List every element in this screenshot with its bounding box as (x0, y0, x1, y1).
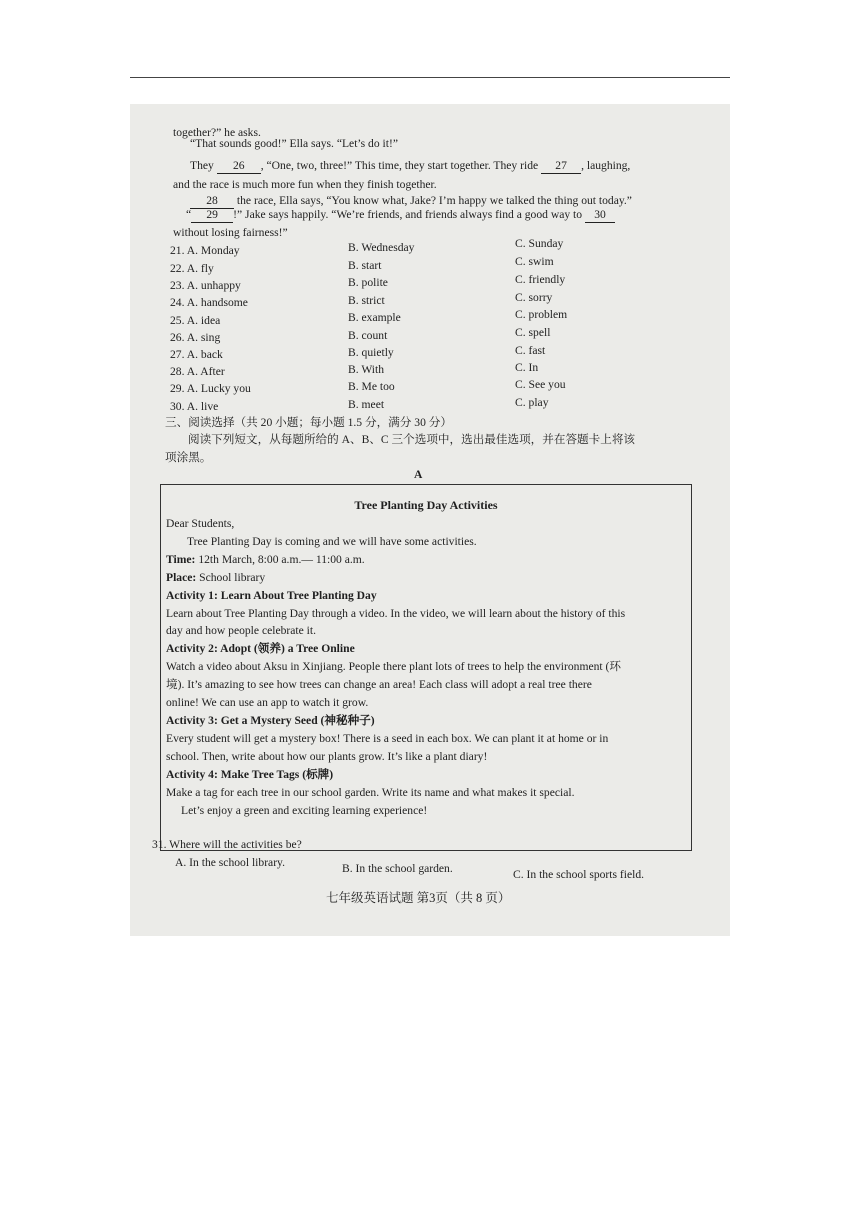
notice-intro: Tree Planting Day is coming and we will have some activities. (187, 535, 477, 548)
activity-2-text: Watch a video about Aksu in Xinjiang. People there plant lots of trees to help the environment (环 (166, 660, 621, 673)
option-c: C. play (515, 396, 549, 409)
option-b: B. polite (348, 276, 388, 289)
passage-letter: A (414, 468, 423, 481)
passage-line-4: and the race is much more fun when they finish together. (173, 178, 437, 191)
question-31-option-a: A. In the school library. (175, 856, 286, 869)
activity-4-text: Make a tag for each tree in our school garden. Write its name and what makes it special. (166, 786, 575, 799)
passage-line-3: They 26 , “One, two, three!” This time, they start together. They ride 27 , laughing, (190, 159, 631, 172)
notice-closing: Let’s enjoy a green and exciting learning experience! (181, 804, 428, 817)
option-b: B. With (348, 363, 385, 376)
question-31-option-b: B. In the school garden. (342, 862, 453, 875)
blank-29: 29 (191, 208, 233, 223)
notice-place: Place: School library (166, 571, 266, 584)
option-a: 24. A. handsome (170, 296, 248, 309)
section-heading: 三、阅读选择（共 20 小题；每小题 1.5 分，满分 30 分） (165, 416, 452, 429)
notice-greeting: Dear Students, (166, 517, 235, 530)
option-b: B. meet (348, 398, 385, 411)
notice-time: Time: 12th March, 8:00 a.m.— 11:00 a.m. (166, 553, 365, 566)
option-c: C. See you (515, 378, 566, 391)
option-c: C. fast (515, 344, 546, 357)
option-b: B. start (348, 259, 382, 272)
option-a: 29. A. Lucky you (170, 382, 251, 395)
passage-line-2: “That sounds good!” Ella says. “Let’s do it!” (190, 137, 398, 150)
activity-3-title: Activity 3: Get a Mystery Seed (神秘种子) (166, 714, 375, 727)
notice-title: Tree Planting Day Activities (354, 498, 498, 512)
exam-page-photo (130, 104, 730, 936)
option-b: B. Wednesday (348, 241, 415, 254)
option-c: C. spell (515, 326, 551, 339)
option-a: 25. A. idea (170, 314, 221, 327)
page-top-rule (130, 77, 730, 78)
notice-box (160, 484, 692, 851)
passage-line-1: together?” he asks. (173, 126, 261, 139)
blank-26: 26 (217, 159, 261, 174)
page-footer: 七年级英语试题 第3页（共 8 页） (326, 891, 511, 905)
passage-line-5: 28 the race, Ella says, “You know what, Jake? I’m happy we talked the thing out today.” (190, 194, 632, 209)
option-b: B. count (348, 329, 388, 342)
option-a: 22. A. fly (170, 262, 214, 275)
passage-line-7: without losing fairness!” (173, 226, 288, 239)
activity-1-text: Learn about Tree Planting Day through a video. In the video, we will learn about the history of this (166, 607, 626, 620)
option-c: C. sorry (515, 291, 553, 304)
activity-3-text: school. Then, write about how our plants grow. It’s like a plant diary! (166, 750, 488, 763)
option-c: C. friendly (515, 273, 566, 286)
activity-2-title: Activity 2: Adopt (领养) a Tree Online (166, 642, 355, 655)
option-c: C. swim (515, 255, 554, 268)
option-b: B. strict (348, 294, 385, 307)
option-a: 30. A. live (170, 400, 219, 413)
blank-27: 27 (541, 159, 581, 174)
option-c: C. problem (515, 308, 568, 321)
option-a: 26. A. sing (170, 331, 221, 344)
option-c: C. Sunday (515, 237, 564, 250)
activity-4-title: Activity 4: Make Tree Tags (标牌) (166, 768, 334, 781)
question-31-option-c: C. In the school sports field. (513, 868, 645, 881)
blank-28: 28 (190, 194, 234, 209)
section-instruction: 阅读下列短文，从每题所给的 A、B、C 三个选项中，选出最佳选项，并在答题卡上将该 (188, 433, 636, 446)
passage-line-6: “ 29 !” Jake says happily. “We’re friends, and friends always find a good way to 30 (186, 208, 615, 223)
question-31-stem: 31. Where will the activities be? (152, 838, 302, 851)
option-c: C. In (515, 361, 539, 374)
option-a: 27. A. back (170, 348, 223, 361)
section-instruction-cont: 项涂黑。 (165, 451, 212, 464)
blank-30: 30 (585, 208, 615, 223)
option-b: B. quietly (348, 346, 394, 359)
option-b: B. Me too (348, 380, 395, 393)
activity-1-title: Activity 1: Learn About Tree Planting Day (166, 589, 377, 602)
option-b: B. example (348, 311, 401, 324)
option-a: 21. A. Monday (170, 244, 240, 257)
option-a: 23. A. unhappy (170, 279, 241, 292)
activity-1-text: day and how people celebrate it. (166, 624, 317, 637)
activity-2-text: online! We can use an app to watch it grow. (166, 696, 369, 709)
activity-3-text: Every student will get a mystery box! There is a seed in each box. We can plant it at home or in (166, 732, 609, 745)
activity-2-text: 境). It’s amazing to see how trees can change an area! Each class will adopt a real tree there (166, 678, 592, 691)
option-a: 28. A. After (170, 365, 225, 378)
